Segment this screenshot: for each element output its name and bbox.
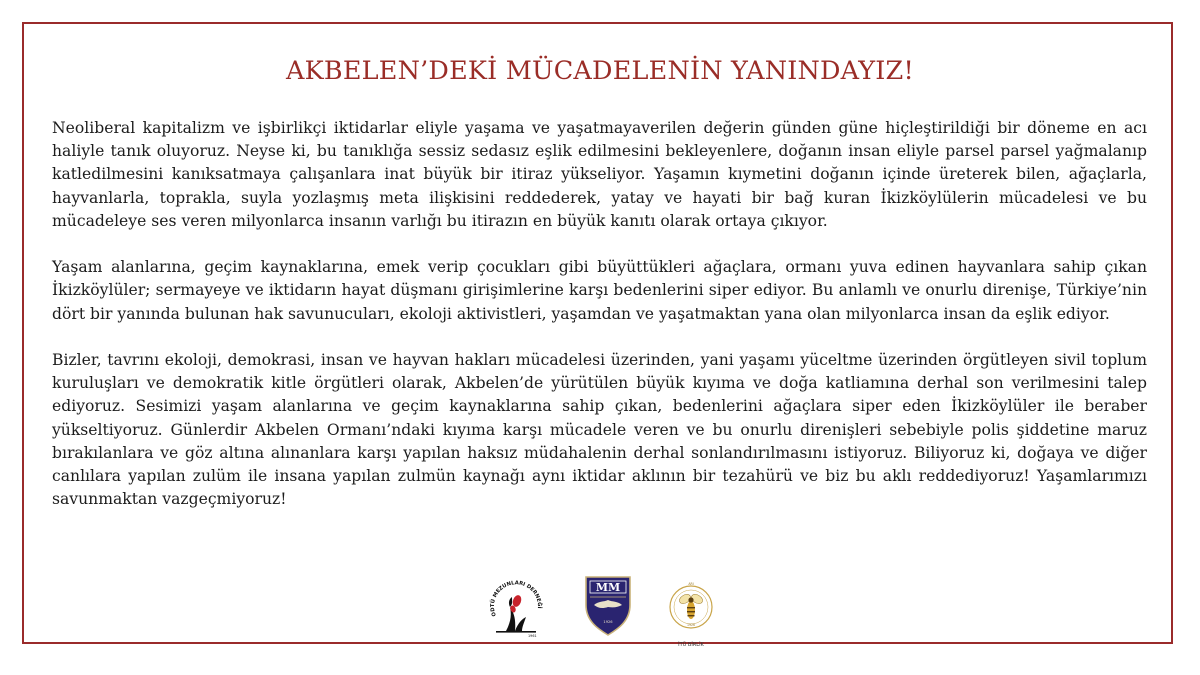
paragraph-3: Bizler, tavrını ekoloji, demokrasi, insan ve hayvan hakları mücadelesi üzerinden, yani yaşamı yüceltme üzerinden örgütleyen sivil toplum kuruluşları ve demokratik kitle örgütleri olarak, Akbelen’de yürütülen büyük kıyıma ve doğa katliamına derhal son verilmesini talep ediyoruz. Sesimizi yaşam alanlarına ve geçim kaynaklarına sahip çıkan, bedenlerini ağaçlara siper eden İkizköylüler ile beraber yükseltiyoruz. Günlerdir Akbelen Ormanı’ndaki kıyıma karşı mücadele veren ve bu onurlu direnişleri sebebiyle polis şiddetine maruz bırakılanlara ve göz altına alınanlara karşı yapılan haksız müdahalenin derhal sonlandırılmasını istiyoruz. Biliyoruz ki, doğaya ve diğer canlılara yapılan zulüm ile insana yapılan zulmün kaynağı aynı iktidar aklının bir tezahürü ve biz bu aklı reddediyoruz! Yaşamlarımızı savunmaktan vazgeçmiyoruz! [52,351,1147,509]
itu-birlik-logo [667,577,715,641]
odtu-logo-text: ODTÜ MEZUNLARI DERNEĞİ [489,580,543,618]
odtu-mezunlari-logo [488,579,544,639]
itu-logo-caption: İTÜ BİRLİK [678,642,704,648]
paragraph-2: Yaşam alanlarına, geçim kaynaklarına, emek verip çocukları gibi büyüttükleri ağaçlara, ormanı yuva edinen hayvanlara sahip çıkan İkizköylüler; sermayeye ve iktidarın hayat düşmanı girişimlerine karşı bedenlerini siper ediyor. Bu anlamlı ve onurlu direnişe, Türkiye’nin dört bir yanında bulunan hak savunucuları, ekoloji aktivistleri, yaşamdan ve yaşatmaktan yana olan milyonlarca insan da eşlik ediyor. [52,258,1147,323]
page-title: AKBELEN’DEKİ MÜCADELENİN YANINDAYIZ! [286,56,914,86]
mm-logo-year: 1926 [603,620,613,624]
paragraph-1: Neoliberal kapitalizm ve işbirlikçi iktidarlar eliyle yaşama ve yaşatmayaverilen değerin günden güne hiçleştirildiği bir döneme en acı haliyle tanık oluyoruz. Neyse ki, bu tanıklığa sessiz sedasız eşlik edilmesini bekleyenlere, doğanın insan eliyle parsel parsel yağmalanıp katledilmesini kanıksatmaya çalışanlara inat büyük bir itiraz yükseliyor. Yaşamın kıymetini doğanın içinde üreterek bilen, ağaçlarla, hayvanlarla, toprakla, suyla yozlaşmış meta ilişkisini reddederek, yatay ve hayati bir bağ kuran İkizköylülerin mücadelesi ve bu mücadeleye ses veren milyonlarca insanın varlığı bu itirazın en büyük kanıtı olarak ortaya çıkıyor. [52,119,1147,230]
signatory-logos [0,575,1200,648]
statement-body [52,117,1147,511]
mm-logo-text: MM [595,581,621,594]
odtu-logo-year: 1961 [528,634,537,638]
mm-shield-logo [584,575,632,637]
itu-logo-top-text: ARI [688,582,694,586]
itu-logo-year: 1926 [686,623,696,627]
